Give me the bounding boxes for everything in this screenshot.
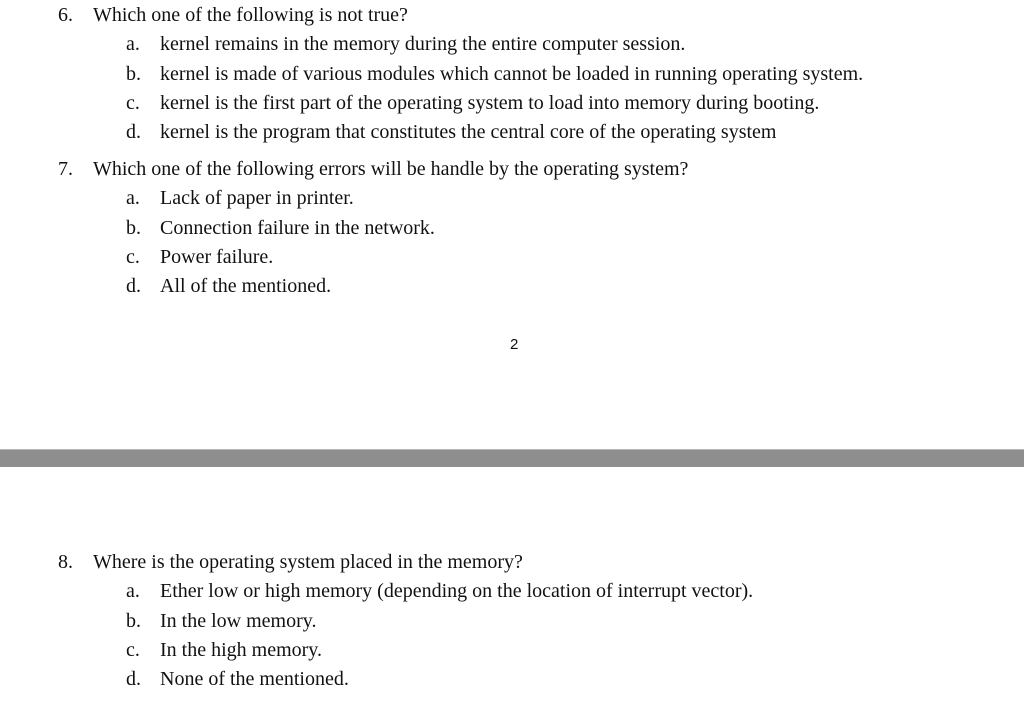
question-number: 6.	[58, 4, 73, 26]
option-letter: c.	[126, 91, 140, 114]
option-a	[0, 30, 1024, 59]
question-line	[0, 548, 1024, 577]
option-text: Connection failure in the network.	[160, 216, 435, 239]
option-letter: c.	[126, 245, 140, 268]
option-text: Lack of paper in printer.	[160, 187, 354, 210]
option-a	[0, 184, 1024, 213]
page-separator	[0, 449, 1024, 467]
option-text: Ether low or high memory (depending on the location of interrupt vector).	[160, 580, 754, 603]
question-number: 7.	[58, 158, 73, 180]
option-text: None of the mentioned.	[160, 668, 349, 691]
option-text: kernel is the program that constitutes the central core of the operating system	[160, 121, 777, 144]
question-7	[0, 155, 1024, 301]
option-letter: a.	[126, 33, 140, 56]
option-c	[0, 89, 1024, 118]
question-text: Which one of the following is not true?	[93, 4, 408, 26]
page-number: 2	[510, 336, 519, 353]
question-text: Where is the operating system placed in the memory?	[93, 551, 523, 573]
question-text: Which one of the following errors will be handle by the operating system?	[93, 158, 689, 180]
option-text: Power failure.	[160, 245, 274, 268]
question-line	[0, 155, 1024, 184]
question-6	[0, 1, 1024, 147]
option-c	[0, 243, 1024, 272]
option-b	[0, 214, 1024, 243]
question-number: 8.	[58, 551, 73, 573]
option-letter: b.	[126, 62, 141, 85]
question-line	[0, 1, 1024, 30]
question-8	[0, 548, 1024, 694]
option-letter: a.	[126, 580, 140, 603]
option-letter: c.	[126, 638, 140, 661]
option-text: kernel remains in the memory during the entire computer session.	[160, 33, 686, 56]
option-d	[0, 665, 1024, 694]
option-text: In the low memory.	[160, 609, 317, 632]
option-b	[0, 607, 1024, 636]
option-text: In the high memory.	[160, 638, 323, 661]
option-c	[0, 636, 1024, 665]
option-a	[0, 577, 1024, 606]
option-d	[0, 272, 1024, 301]
option-letter: a.	[126, 187, 140, 210]
option-letter: d.	[126, 275, 141, 298]
option-text: kernel is the first part of the operating system to load into memory during booting.	[160, 91, 820, 114]
option-letter: b.	[126, 216, 141, 239]
option-letter: b.	[126, 609, 141, 632]
option-text: kernel is made of various modules which cannot be loaded in running operating system.	[160, 62, 864, 85]
option-letter: d.	[126, 121, 141, 144]
option-letter: d.	[126, 668, 141, 691]
option-text: All of the mentioned.	[160, 275, 332, 298]
option-b	[0, 60, 1024, 89]
option-d	[0, 118, 1024, 147]
